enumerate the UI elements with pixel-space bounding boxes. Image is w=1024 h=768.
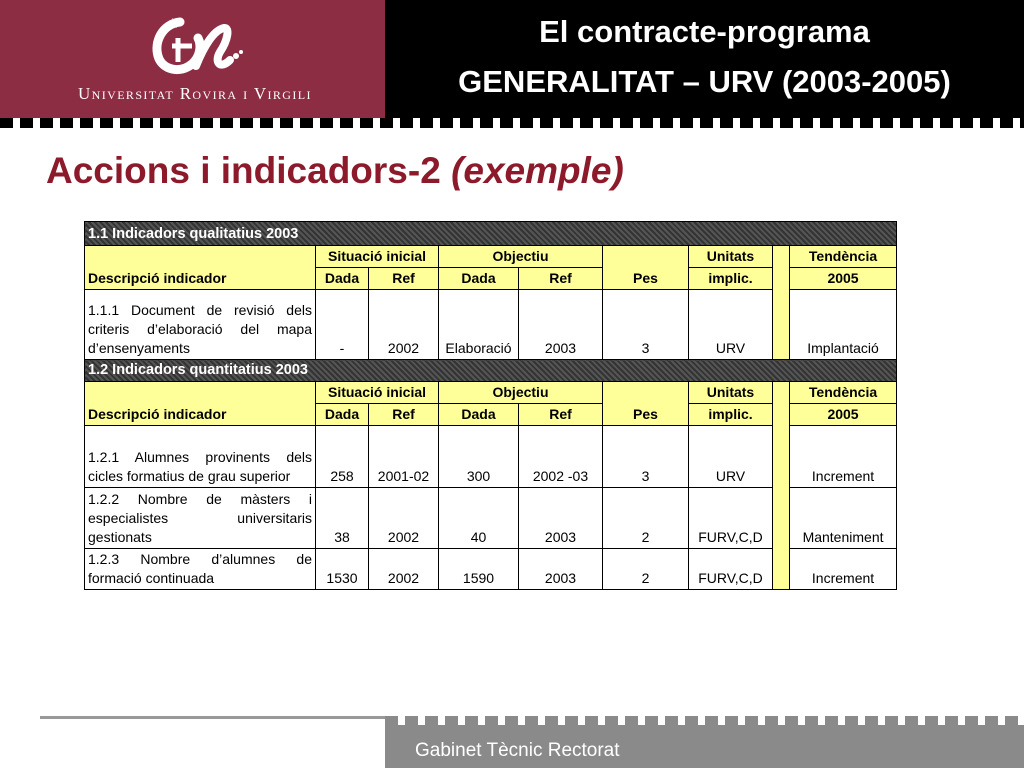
- header-dashed-stripe: [0, 118, 1024, 128]
- section-header-qualitative: 1.1 Indicadors qualitatius 2003: [85, 222, 897, 246]
- initial-data-value: 258: [316, 426, 369, 488]
- column-header-units-implic: implic.: [689, 268, 773, 290]
- column-header-initial-ref: Ref: [369, 268, 439, 290]
- urv-logo-icon: [150, 16, 245, 78]
- objective-data-value: 300: [439, 426, 519, 488]
- column-header-description: Descripció indicador: [85, 246, 316, 290]
- objective-ref-value: 2003: [519, 488, 603, 549]
- column-header-units: Unitats: [689, 382, 773, 404]
- initial-ref-value: 2001-02: [369, 426, 439, 488]
- initial-data-value: -: [316, 290, 369, 360]
- trend-value: Implantació: [790, 290, 897, 360]
- objective-ref-value: 2003: [519, 549, 603, 590]
- page-title: El contracte-programa: [539, 14, 870, 49]
- university-name: Universitat Rovira i Virgili: [78, 84, 312, 103]
- column-header-weight: Pes: [603, 246, 689, 290]
- spacer-column: [773, 382, 790, 590]
- column-header-initial-data: Dada: [316, 268, 369, 290]
- footer-divider: [40, 716, 385, 719]
- objective-ref-value: 2002 -03: [519, 426, 603, 488]
- initial-ref-value: 2002: [369, 549, 439, 590]
- objective-data-value: Elaboració: [439, 290, 519, 360]
- objective-ref-value: 2003: [519, 290, 603, 360]
- column-header-initial-data: Dada: [316, 404, 369, 426]
- indicator-description: 1.2.2 Nombre de màsters i especialistes universitaris gestionats: [85, 488, 316, 549]
- column-header-objective-data: Dada: [439, 268, 519, 290]
- column-header-objective-ref: Ref: [519, 404, 603, 426]
- trend-value: Increment: [790, 549, 897, 590]
- column-header-units-implic: implic.: [689, 404, 773, 426]
- weight-value: 2: [603, 488, 689, 549]
- units-value: FURV,C,D: [689, 488, 773, 549]
- trend-value: Manteniment: [790, 488, 897, 549]
- slide-subtitle: [46, 150, 624, 192]
- initial-ref-value: 2002: [369, 488, 439, 549]
- units-value: URV: [689, 426, 773, 488]
- indicator-description: 1.2.1 Alumnes provinents dels cicles formatius de grau superior: [85, 426, 316, 488]
- indicator-description: 1.1.1 Document de revisió dels criteris d’elaboració del mapa d’ensenyaments: [85, 290, 316, 360]
- column-header-trend: Tendència: [790, 246, 897, 268]
- initial-data-value: 1530: [316, 549, 369, 590]
- indicator-description: 1.2.3 Nombre d’alumnes de formació continuada: [85, 549, 316, 590]
- column-header-units: Unitats: [689, 246, 773, 268]
- column-header-objective: Objectiu: [439, 382, 603, 404]
- column-header-trend-year: 2005: [790, 404, 897, 426]
- initial-ref-value: 2002: [369, 290, 439, 360]
- footer-text: Gabinet Tècnic Rectorat: [415, 740, 620, 761]
- section-header-quantitative: 1.2 Indicadors quantitatius 2003: [85, 360, 897, 382]
- column-header-objective-ref: Ref: [519, 268, 603, 290]
- initial-data-value: 38: [316, 488, 369, 549]
- column-header-objective-data: Dada: [439, 404, 519, 426]
- column-header-description: Descripció indicador: [85, 382, 316, 426]
- objective-data-value: 40: [439, 488, 519, 549]
- column-header-weight: Pes: [603, 382, 689, 426]
- weight-value: 3: [603, 290, 689, 360]
- indicators-table: [84, 221, 897, 590]
- units-value: URV: [689, 290, 773, 360]
- column-header-trend-year: 2005: [790, 268, 897, 290]
- page-title-secondary: GENERALITAT – URV (2003-2005): [458, 64, 951, 99]
- weight-value: 2: [603, 549, 689, 590]
- column-header-initial-situation: Situació inicial: [316, 382, 439, 404]
- weight-value: 3: [603, 426, 689, 488]
- footer-dashed-stripe: [385, 716, 1024, 725]
- spacer-column: [773, 246, 790, 360]
- column-header-objective: Objectiu: [439, 246, 603, 268]
- units-value: FURV,C,D: [689, 549, 773, 590]
- subtitle-main: Accions i indicadors-2: [46, 150, 452, 191]
- trend-value: Increment: [790, 426, 897, 488]
- column-header-initial-situation: Situació inicial: [316, 246, 439, 268]
- subtitle-italic: (exemple): [451, 150, 624, 191]
- column-header-trend: Tendència: [790, 382, 897, 404]
- column-header-initial-ref: Ref: [369, 404, 439, 426]
- objective-data-value: 1590: [439, 549, 519, 590]
